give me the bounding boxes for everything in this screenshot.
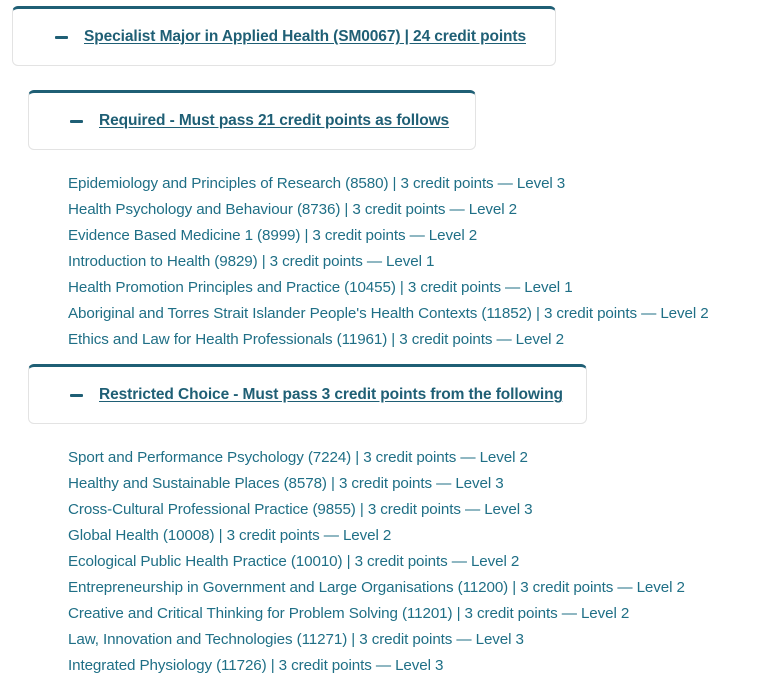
- major-title-link[interactable]: Specialist Major in Applied Health (SM0067) | 24 credit points: [84, 28, 526, 45]
- list-item: [68, 575, 685, 601]
- unit-link[interactable]: Epidemiology and Principles of Research (8580) | 3 credit points — Level 3: [68, 175, 566, 192]
- unit-link[interactable]: Cross-Cultural Professional Practice (9855) | 3 credit points — Level 3: [68, 501, 533, 518]
- unit-link[interactable]: Ecological Public Health Practice (10010) | 3 credit points — Level 2: [68, 553, 520, 570]
- required-accordion-header[interactable]: [28, 90, 476, 150]
- list-item: [68, 497, 685, 523]
- restricted-title-link[interactable]: Restricted Choice - Must pass 3 credit points from the following: [99, 386, 563, 403]
- unit-link[interactable]: Entrepreneurship in Government and Large Organisations (11200) | 3 credit points — Level 2: [68, 579, 685, 596]
- list-item: [68, 301, 709, 327]
- list-item: [68, 653, 685, 679]
- list-item: [68, 223, 709, 249]
- list-item: [68, 275, 709, 301]
- unit-link[interactable]: Aboriginal and Torres Strait Islander People's Health Contexts (11852) | 3 credit points — Level 2: [68, 305, 709, 322]
- minus-icon: [70, 120, 83, 123]
- unit-link[interactable]: Integrated Physiology (11726) | 3 credit points — Level 3: [68, 657, 444, 674]
- unit-link[interactable]: Sport and Performance Psychology (7224) | 3 credit points — Level 2: [68, 449, 528, 466]
- unit-link[interactable]: Introduction to Health (9829) | 3 credit points — Level 1: [68, 253, 435, 270]
- list-item: [68, 171, 709, 197]
- list-item: [68, 627, 685, 653]
- list-item: [68, 471, 685, 497]
- list-item: [68, 249, 709, 275]
- unit-link[interactable]: Health Psychology and Behaviour (8736) | 3 credit points — Level 2: [68, 201, 518, 218]
- restricted-accordion-header[interactable]: [28, 364, 587, 424]
- restricted-unit-list: [68, 445, 685, 679]
- required-title-link[interactable]: Required - Must pass 21 credit points as follows: [99, 112, 450, 129]
- list-item: [68, 549, 685, 575]
- unit-link[interactable]: Healthy and Sustainable Places (8578) | 3 credit points — Level 3: [68, 475, 504, 492]
- list-item: [68, 523, 685, 549]
- list-item: [68, 327, 709, 353]
- unit-link[interactable]: Health Promotion Principles and Practice (10455) | 3 credit points — Level 1: [68, 279, 573, 296]
- major-accordion-header[interactable]: [12, 6, 556, 66]
- unit-link[interactable]: Creative and Critical Thinking for Problem Solving (11201) | 3 credit points — Level 2: [68, 605, 630, 622]
- required-unit-list: [68, 171, 709, 353]
- minus-icon: [70, 394, 83, 397]
- list-item: [68, 445, 685, 471]
- unit-link[interactable]: Evidence Based Medicine 1 (8999) | 3 credit points — Level 2: [68, 227, 478, 244]
- list-item: [68, 601, 685, 627]
- unit-link[interactable]: Global Health (10008) | 3 credit points — Level 2: [68, 527, 392, 544]
- unit-link[interactable]: Law, Innovation and Technologies (11271) | 3 credit points — Level 3: [68, 631, 524, 648]
- unit-link[interactable]: Ethics and Law for Health Professionals (11961) | 3 credit points — Level 2: [68, 331, 564, 348]
- minus-icon: [55, 36, 68, 39]
- list-item: [68, 197, 709, 223]
